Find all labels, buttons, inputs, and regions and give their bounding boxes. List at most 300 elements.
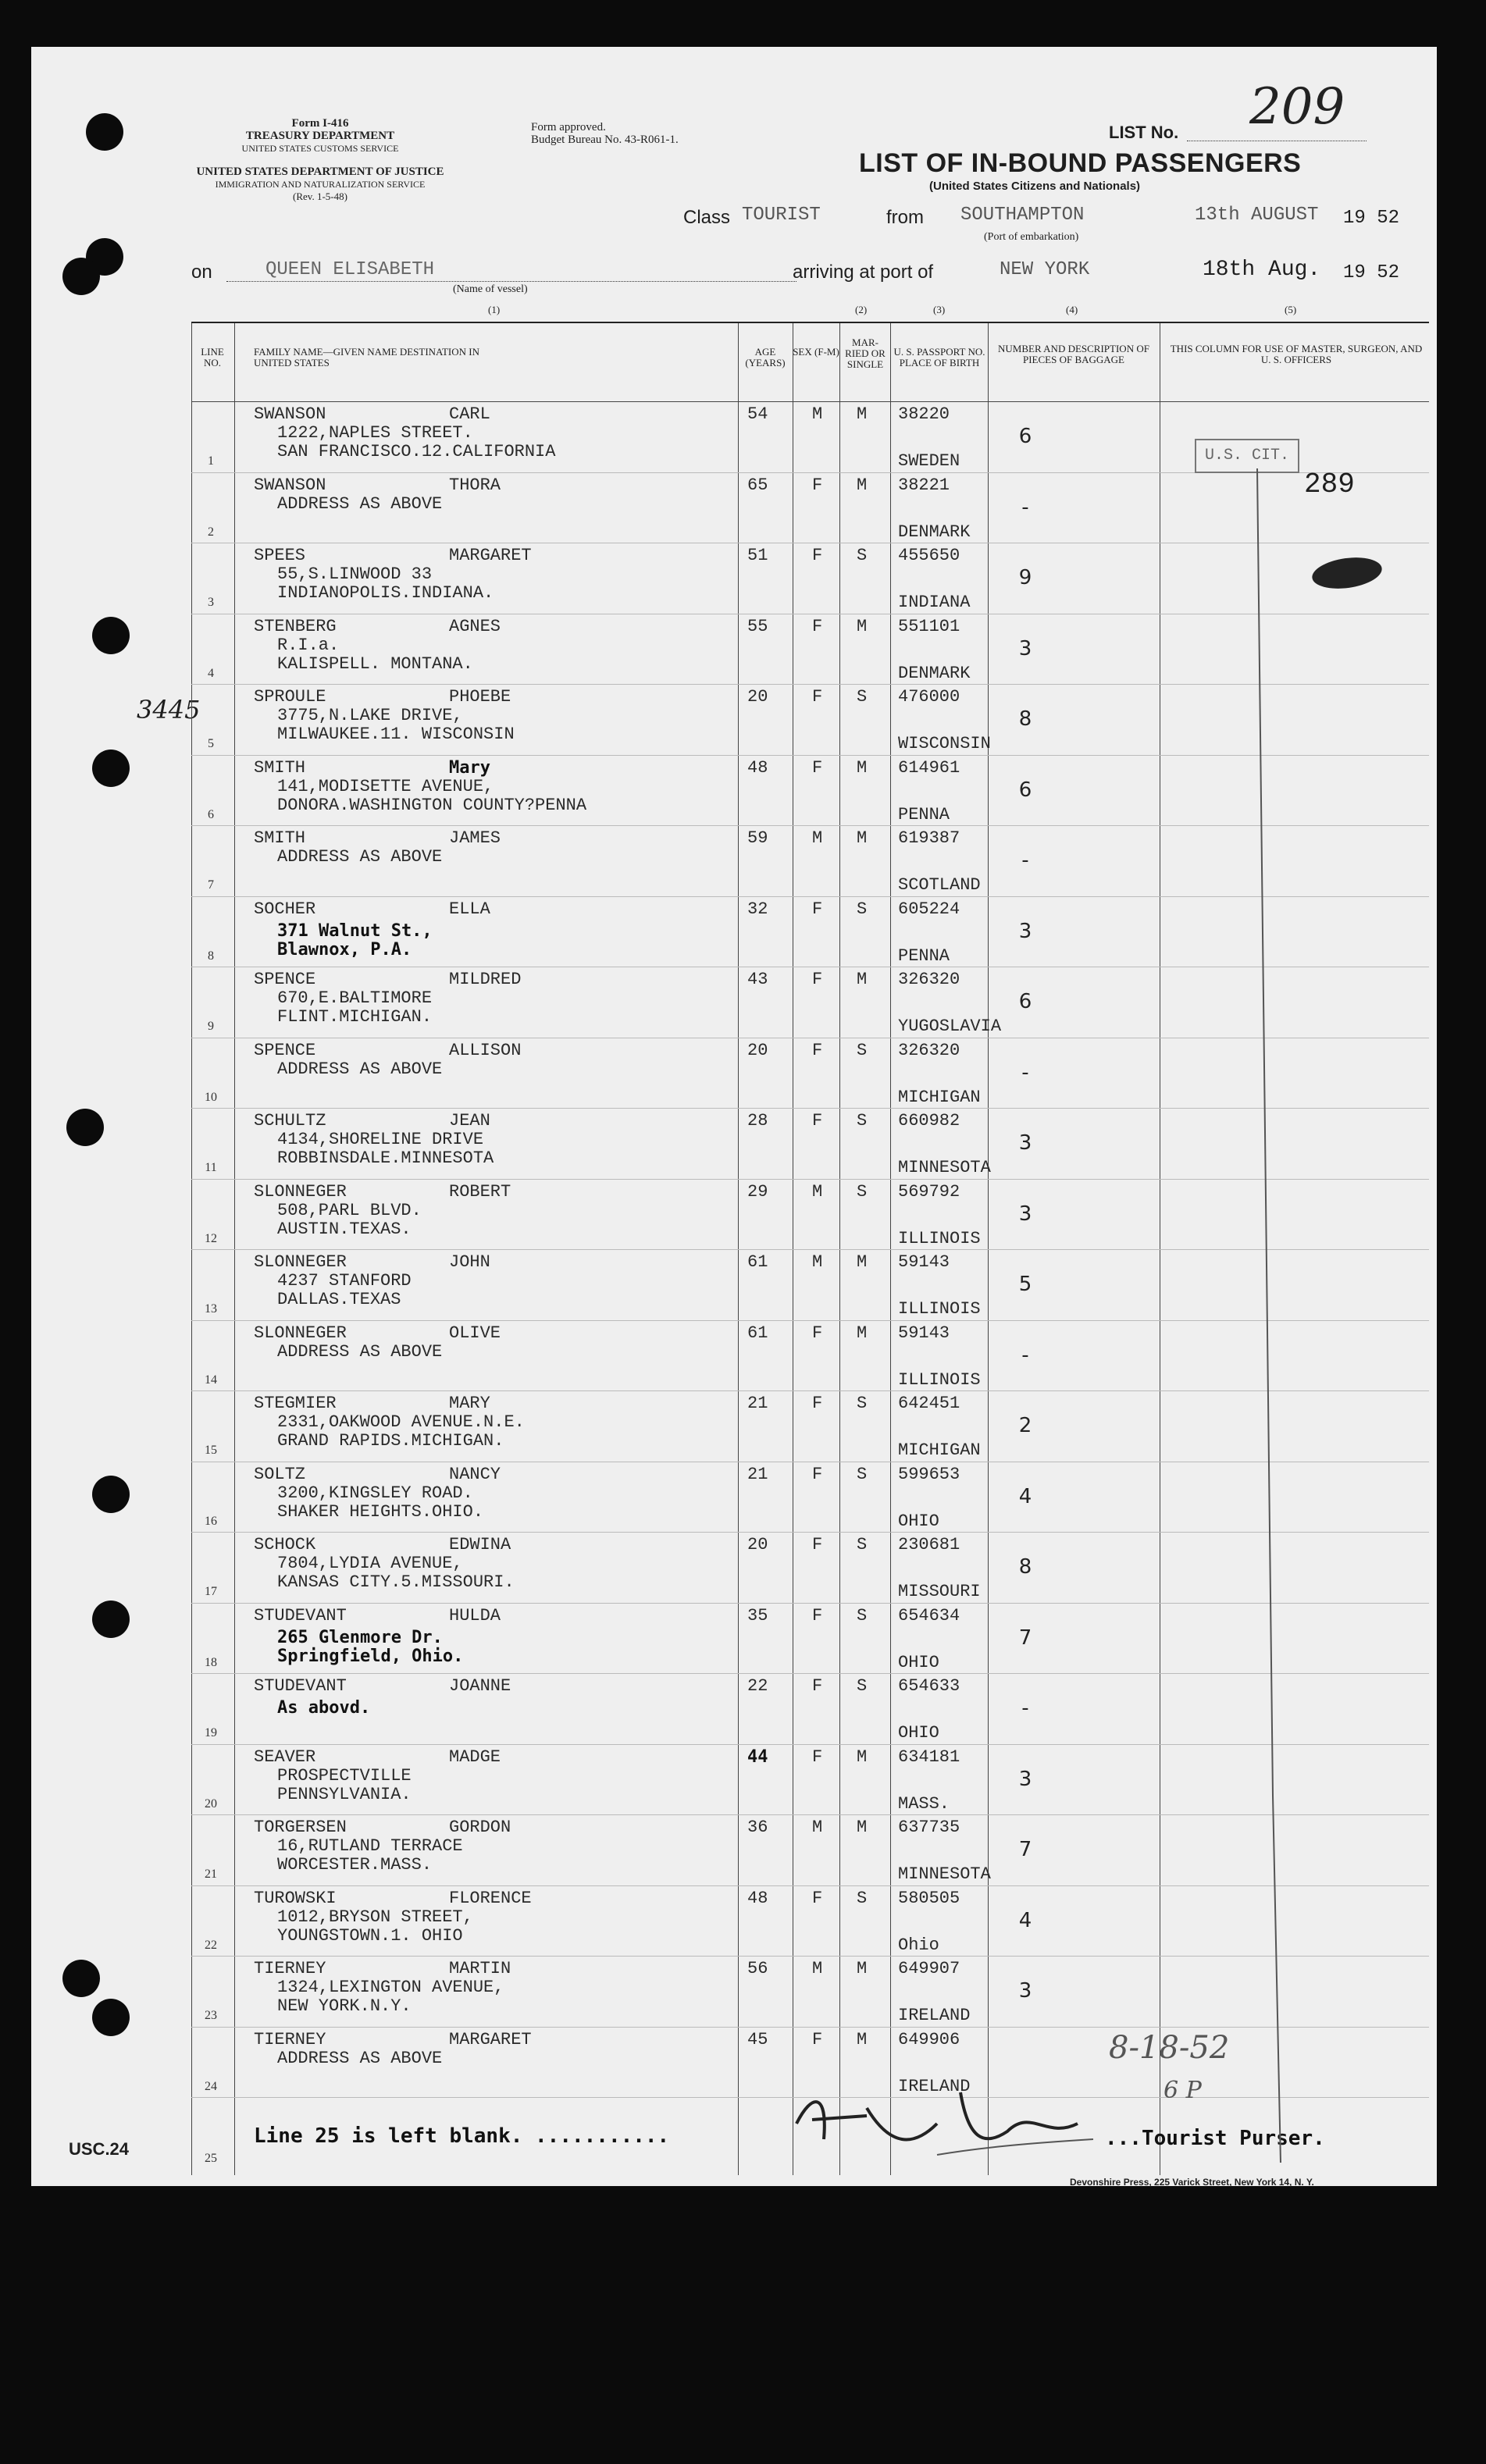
address-line-1: 508,PARL BLVD. (277, 1200, 422, 1220)
age: 36 (747, 1818, 768, 1837)
table-row (191, 1603, 1429, 1675)
passport-number: 38221 (898, 475, 950, 495)
sex: F (812, 899, 823, 919)
address-line-2: KANSAS CITY.5.MISSOURI. (277, 1572, 515, 1592)
punch-hole (66, 1109, 104, 1146)
table-row (191, 825, 1429, 897)
passport-number: 649906 (898, 2029, 960, 2049)
baggage-count: 6 (1018, 425, 1032, 448)
baggage-count: 6 (1018, 990, 1032, 1013)
passport-number: 569792 (898, 1181, 960, 1202)
place-of-birth: SCOTLAND (898, 875, 981, 895)
sex: F (812, 1535, 823, 1554)
age: 21 (747, 1464, 768, 1484)
address-line-1: As abovd. (277, 1698, 371, 1718)
family-name: TUROWSKI (254, 1888, 337, 1908)
address-line-1: 1324,LEXINGTON AVENUE, (277, 1978, 504, 1997)
marital-status: S (857, 1111, 868, 1131)
baggage-count: 3 (1018, 919, 1032, 943)
address-line-2: NEW YORK.N.Y. (277, 1996, 412, 2016)
table-row (191, 1885, 1429, 1957)
address-line-1: 4134,SHORELINE DRIVE (277, 1130, 484, 1149)
age: 35 (747, 1605, 768, 1625)
table-row (191, 1814, 1429, 1886)
place-of-birth: MISSOURI (898, 1582, 981, 1601)
address-line-1: 55,S.LINWOOD 33 (277, 564, 433, 584)
officer-column-line (1249, 468, 1296, 2170)
family-name: SPENCE (254, 970, 316, 989)
line-number: 1 (208, 454, 214, 468)
given-name: EDWINA (449, 1535, 511, 1554)
place-of-birth: ILLINOIS (898, 1228, 981, 1248)
address-line-2: PENNSYLVANIA. (277, 1784, 412, 1804)
age: 54 (747, 404, 768, 424)
family-name: SPEES (254, 546, 306, 565)
line-number: 6 (208, 807, 214, 821)
passport-number: 326320 (898, 1040, 960, 1060)
table-row (191, 896, 1429, 968)
passport-number: 654633 (898, 1676, 960, 1696)
marital-status: M (857, 1323, 868, 1343)
place-of-birth: OHIO (898, 1652, 939, 1672)
address-line-2: DONORA.WASHINGTON COUNTY?PENNA (277, 795, 587, 815)
family-name: SCHOCK (254, 1535, 316, 1554)
family-name: SPROULE (254, 687, 326, 707)
family-name: SCHULTZ (254, 1111, 326, 1131)
age: 22 (747, 1676, 768, 1696)
vessel-note: (Name of vessel) (453, 283, 528, 295)
marital-status: M (857, 404, 868, 424)
passenger-table (191, 304, 1429, 2175)
form-subtitle: (United States Citizens and Nationals) (929, 180, 1141, 193)
family-name: TORGERSEN (254, 1818, 347, 1837)
line-number: 21 (205, 1868, 217, 1881)
line-number: 3 (208, 596, 214, 609)
baggage-count: 3 (1018, 1131, 1032, 1155)
sex: M (812, 404, 823, 424)
address-line-1: PROSPECTVILLE (277, 1765, 412, 1786)
passport-number: 642451 (898, 1394, 960, 1413)
baggage-count: - (1021, 1060, 1029, 1084)
depart-year: 19 52 (1343, 208, 1400, 229)
table-row (191, 614, 1429, 685)
form-header-block (187, 117, 453, 155)
printer-credit: Devonshire Press, 225 Varick Street, New York 14, N. Y. (1070, 2177, 1314, 2188)
col-num-1: (1) (488, 304, 501, 315)
baggage-count: 7 (1018, 1838, 1032, 1861)
address-line-1: 670,E.BALTIMORE (277, 988, 433, 1008)
table-row (191, 1744, 1429, 1816)
given-name: AGNES (449, 616, 501, 636)
form-title: LIST OF IN-BOUND PASSENGERS (859, 148, 1302, 178)
given-name: MARGARET (449, 546, 532, 565)
punch-hole (92, 1999, 130, 2036)
punch-hole (62, 1960, 100, 1997)
address-line-1: 16,RUTLAND TERRACE (277, 1836, 463, 1856)
family-name: SLONNEGER (254, 1323, 347, 1343)
sex: F (812, 757, 823, 778)
address-line-2: GRAND RAPIDS.MICHIGAN. (277, 1431, 504, 1451)
immigration-service: IMMIGRATION AND NATURALIZATION SERVICE (215, 179, 426, 190)
line-number: 15 (205, 1444, 217, 1457)
punch-hole (92, 617, 130, 654)
sex: F (812, 687, 823, 707)
arrival-date: 18th Aug. (1203, 258, 1321, 282)
address-line-2: FLINT.MICHIGAN. (277, 1007, 433, 1027)
passport-number: 654634 (898, 1605, 960, 1625)
age: 48 (747, 1888, 768, 1908)
justice-block (187, 166, 453, 203)
line-number: 20 (205, 1796, 217, 1811)
table-row (191, 543, 1429, 614)
marital-status: S (857, 546, 868, 565)
age: 48 (747, 757, 768, 778)
line-number: 13 (205, 1302, 217, 1316)
address-line-2: ROBBINSDALE.MINNESOTA (277, 1148, 494, 1168)
passport-number: 59143 (898, 1252, 950, 1272)
baggage-count: 3 (1018, 1979, 1032, 2003)
from-label: from (886, 207, 924, 228)
marital-status: M (857, 2029, 868, 2049)
marital-status: M (857, 828, 868, 848)
address-line-1: ADDRESS AS ABOVE (277, 847, 443, 867)
marital-status: S (857, 1181, 868, 1202)
us-cit-stamp: U.S. CIT. (1195, 439, 1299, 473)
passport-number: 580505 (898, 1888, 960, 1908)
family-name: SWANSON (254, 475, 326, 495)
place-of-birth: SWEDEN (898, 451, 960, 471)
sex: F (812, 1111, 823, 1131)
class-value: TOURIST (742, 205, 821, 226)
marital-status: S (857, 687, 868, 707)
age: 32 (747, 899, 768, 919)
sex: M (812, 1252, 823, 1272)
baggage-count: 8 (1018, 1555, 1032, 1579)
sex: F (812, 1888, 823, 1908)
place-of-birth: DENMARK (898, 663, 971, 683)
sex: F (812, 1394, 823, 1413)
address-line-2: KALISPELL. MONTANA. (277, 653, 473, 674)
col-sex-header: SEX (F-M) (793, 346, 839, 358)
arrival-port: NEW YORK (1000, 259, 1090, 280)
place-of-birth: MINNESOTA (898, 1864, 991, 1884)
col-married-header: MAR-RIED OR SINGLE (845, 336, 886, 370)
given-name: MARTIN (449, 1959, 511, 1978)
marital-status: M (857, 1747, 868, 1767)
purser-text: ...Tourist Purser. (1105, 2127, 1325, 2150)
place-of-birth: OHIO (898, 1511, 939, 1531)
marital-status: S (857, 1394, 868, 1413)
last-line-number: 25 (205, 2152, 217, 2165)
address-line-2: MILWAUKEE.11. WISCONSIN (277, 725, 515, 744)
passport-number: 38220 (898, 404, 950, 424)
family-name: SWANSON (254, 404, 326, 424)
age: 20 (747, 1040, 768, 1060)
footer-code: USC.24 (69, 2139, 130, 2159)
place-of-birth: YUGOSLAVIA (898, 1017, 1002, 1036)
place-of-birth: MICHIGAN (898, 1440, 981, 1460)
address-line-1: 1012,BRYSON STREET, (277, 1907, 473, 1927)
address-line-1: ADDRESS AS ABOVE (277, 493, 443, 514)
place-of-birth: OHIO (898, 1723, 939, 1743)
passport-number: 551101 (898, 616, 960, 636)
place-of-birth: WISCONSIN (898, 734, 991, 753)
table-row (191, 755, 1429, 827)
family-name: SLONNEGER (254, 1252, 347, 1272)
sex: F (812, 970, 823, 989)
given-name: ELLA (449, 899, 490, 919)
sex: M (812, 1959, 823, 1978)
marital-status: S (857, 1535, 868, 1554)
punch-hole (92, 750, 130, 787)
sex: F (812, 1464, 823, 1484)
family-name: SOLTZ (254, 1464, 306, 1484)
given-name: MADGE (449, 1747, 501, 1767)
marital-status: M (857, 1818, 868, 1837)
age: 20 (747, 687, 768, 707)
family-name: SMITH (254, 828, 306, 848)
table-row (191, 1956, 1429, 2028)
family-name: SPENCE (254, 1040, 316, 1060)
address-line-2: Springfield, Ohio. (277, 1646, 464, 1666)
address-line-1: 3200,KINGSLEY ROAD. (277, 1483, 473, 1503)
line-number: 17 (205, 1585, 217, 1598)
arriving-label: arriving at port of (793, 262, 934, 283)
given-name: JAMES (449, 828, 501, 848)
address-line-1: 2331,OAKWOOD AVENUE.N.E. (277, 1412, 525, 1432)
line-number: 7 (208, 878, 214, 892)
line-number: 5 (208, 737, 214, 750)
punch-hole (86, 113, 123, 151)
margin-number: 3445 (137, 695, 201, 725)
table-row (191, 1320, 1429, 1392)
age: 65 (747, 475, 768, 495)
table-row (191, 1108, 1429, 1180)
family-name: SEAVER (254, 1747, 316, 1767)
list-no-label: LIST No. (1109, 123, 1179, 142)
address-line-2: YOUNGSTOWN.1. OHIO (277, 1925, 463, 1946)
place-of-birth: MINNESOTA (898, 1158, 991, 1177)
line-number: 16 (205, 1514, 217, 1528)
age: 44 (747, 1747, 768, 1767)
given-name: JEAN (449, 1111, 490, 1131)
family-name: TIERNEY (254, 2029, 326, 2049)
address-line-2: Blawnox, P.A. (277, 939, 412, 960)
age: 55 (747, 616, 768, 636)
table-row (191, 1390, 1429, 1462)
sex: F (812, 1323, 823, 1343)
col-num-2: (2) (855, 304, 868, 315)
arrival-year: 19 52 (1343, 262, 1400, 283)
form-approved: Form approved. (531, 121, 606, 134)
marital-status: M (857, 616, 868, 636)
table-row (191, 684, 1429, 756)
passport-number: 660982 (898, 1111, 960, 1131)
place-of-birth: MICHIGAN (898, 1087, 981, 1107)
sex: F (812, 2029, 823, 2049)
punch-hole (92, 1601, 130, 1638)
given-name: PHOEBE (449, 687, 511, 707)
passport-number: 455650 (898, 546, 960, 565)
address-line-2: DALLAS.TEXAS (277, 1290, 401, 1309)
table-row (191, 1179, 1429, 1251)
address-line-2: AUSTIN.TEXAS. (277, 1219, 412, 1239)
passport-number: 637735 (898, 1818, 960, 1837)
baggage-count: 4 (1018, 1908, 1032, 1932)
place-of-birth: MASS. (898, 1793, 950, 1814)
place-of-birth: ILLINOIS (898, 1299, 981, 1319)
col-passport-header: U. S. PASSPORT NO. PLACE OF BIRTH (893, 346, 985, 369)
stamp-count: 289 (1304, 468, 1355, 500)
line-number: 18 (205, 1655, 217, 1669)
age: 56 (747, 1959, 768, 1978)
given-name: MARGARET (449, 2029, 532, 2049)
passport-number: 619387 (898, 828, 960, 848)
given-name: OLIVE (449, 1323, 501, 1343)
table-row (191, 1462, 1429, 1533)
address-line-1: ADDRESS AS ABOVE (277, 2048, 443, 2068)
line-number: 11 (205, 1161, 217, 1174)
place-of-birth: IRELAND (898, 2006, 971, 2025)
treasury-dept: TREASURY DEPARTMENT (245, 130, 395, 142)
age: 28 (747, 1111, 768, 1131)
punch-hole (62, 258, 100, 295)
passport-number: 614961 (898, 757, 960, 778)
line-number: 19 (205, 1726, 217, 1739)
age: 43 (747, 970, 768, 989)
baggage-count: 5 (1018, 1273, 1032, 1296)
place-of-birth: DENMARK (898, 522, 971, 542)
passport-number: 59143 (898, 1323, 950, 1343)
baggage-count: 7 (1018, 1625, 1032, 1650)
col-name-header: FAMILY NAME—GIVEN NAME DESTINATION IN UNITED STATES (254, 346, 480, 369)
port-note: (Port of embarkation) (984, 231, 1079, 243)
sex: F (812, 1040, 823, 1060)
baggage-count: 3 (1018, 1767, 1032, 1791)
line-number: 14 (205, 1373, 217, 1387)
revision: (Rev. 1-5-48) (293, 190, 347, 202)
place-of-birth: IRELAND (898, 2076, 971, 2096)
baggage-count: 3 (1018, 636, 1032, 661)
table-row (191, 472, 1429, 544)
age: 51 (747, 546, 768, 565)
address-line-1: 3775,N.LAKE DRIVE, (277, 706, 463, 725)
baggage-count: 8 (1018, 707, 1032, 731)
passport-number: 476000 (898, 687, 960, 707)
handwritten-date: 8-18-52 (1109, 2030, 1230, 2066)
place-of-birth: Ohio (898, 1935, 939, 1955)
baggage-count: - (1021, 1697, 1029, 1720)
address-line-1: ADDRESS AS ABOVE (277, 1059, 443, 1079)
passport-number: 230681 (898, 1535, 960, 1554)
address-line-1: ADDRESS AS ABOVE (277, 1341, 443, 1362)
line-number: 10 (205, 1090, 217, 1104)
age: 61 (747, 1323, 768, 1343)
given-name: CARL (449, 404, 490, 424)
age: 61 (747, 1252, 768, 1272)
line-number: 12 (205, 1231, 217, 1245)
passport-number: 605224 (898, 899, 960, 919)
marital-status: S (857, 1464, 868, 1484)
baggage-count: 4 (1018, 1484, 1032, 1508)
family-name: STUDEVANT (254, 1676, 347, 1696)
sex: F (812, 1605, 823, 1625)
handwritten-initials: 6 P (1163, 2077, 1202, 2104)
table-row (191, 1038, 1429, 1109)
family-name: SOCHER (254, 899, 316, 919)
given-name: GORDON (449, 1818, 511, 1837)
on-label: on (191, 262, 212, 283)
address-line-2: INDIANOPOLIS.INDIANA. (277, 583, 494, 603)
place-of-birth: ILLINOIS (898, 1369, 981, 1390)
baggage-count: - (1021, 495, 1029, 519)
given-name: Mary (449, 757, 490, 778)
family-name: STENBERG (254, 616, 337, 636)
family-name: SMITH (254, 757, 306, 778)
given-name: THORA (449, 475, 501, 495)
table-row (191, 1532, 1429, 1604)
given-name: FLORENCE (449, 1888, 532, 1908)
family-name: TIERNEY (254, 1959, 326, 1978)
sex: F (812, 546, 823, 565)
approval-block (531, 121, 750, 146)
marital-status: S (857, 899, 868, 919)
line-number: 8 (208, 949, 214, 963)
from-value: SOUTHAMPTON (960, 205, 1085, 226)
address-line-1: 4237 STANFORD (277, 1271, 412, 1291)
sex: F (812, 1747, 823, 1767)
baggage-count: 9 (1018, 566, 1032, 589)
address-line-1: 371 Walnut St., (277, 920, 433, 941)
justice-dept: UNITED STATES DEPARTMENT OF JUSTICE (196, 166, 444, 178)
place-of-birth: PENNA (898, 945, 950, 966)
family-name: STEGMIER (254, 1394, 337, 1413)
line-number: 24 (205, 2079, 217, 2093)
sex: M (812, 828, 823, 848)
line-number: 9 (208, 1020, 214, 1033)
place-of-birth: PENNA (898, 804, 950, 824)
line-number: 2 (208, 525, 214, 539)
col-officers-header: THIS COLUMN FOR USE OF MASTER, SURGEON, AND U. S. OFFICERS (1170, 343, 1423, 365)
vessel-name: QUEEN ELISABETH (265, 259, 435, 280)
class-label: Class (683, 207, 731, 228)
marital-status: S (857, 1888, 868, 1908)
list-no-value: 209 (1249, 78, 1345, 136)
marital-status: M (857, 1252, 868, 1272)
passport-number: 634181 (898, 1747, 960, 1767)
table-row (191, 1249, 1429, 1321)
sex: F (812, 616, 823, 636)
passport-number: 599653 (898, 1464, 960, 1484)
manifest-sheet (31, 47, 1437, 2186)
sex: M (812, 1818, 823, 1837)
marital-status: S (857, 1605, 868, 1625)
address-line-1: R.I.a. (277, 635, 340, 655)
marital-status: M (857, 757, 868, 778)
depart-date: 13th AUGUST (1195, 205, 1319, 226)
col-line-header: LINE NO. (201, 346, 224, 369)
punch-hole (92, 1476, 130, 1513)
purser-signature (781, 2077, 1109, 2170)
marital-status: S (857, 1040, 868, 1060)
marital-status: M (857, 1959, 868, 1978)
line-number: 23 (205, 2009, 217, 2022)
address-line-2: SHAKER HEIGHTS.OHIO. (277, 1501, 484, 1522)
age: 59 (747, 828, 768, 848)
age: 21 (747, 1394, 768, 1413)
given-name: ALLISON (449, 1040, 522, 1060)
given-name: NANCY (449, 1464, 501, 1484)
